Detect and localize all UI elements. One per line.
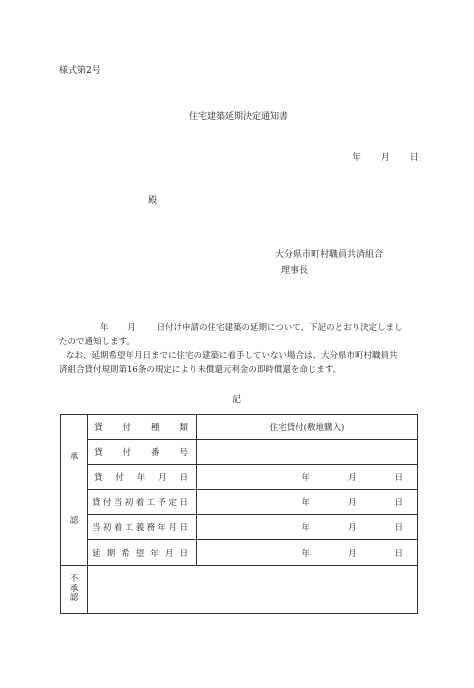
row-label-loan-date: 貸 付 年 月 日 xyxy=(94,473,188,483)
body-month: 月 xyxy=(127,323,136,333)
issuer-role: 理事長 xyxy=(281,266,309,276)
body-para2-line1: なお、延期希望年月日までに住宅の建築に着手していない場合は、大分県市町村職員共 xyxy=(66,351,398,361)
row-label-cell xyxy=(88,415,197,440)
reject-char-2: 承 xyxy=(69,583,79,594)
date-month-label: 月 xyxy=(380,153,390,163)
body-para1-line1 xyxy=(100,321,403,333)
reject-char-3: 認 xyxy=(69,593,79,604)
row-label-loan-number: 貸 付 番 号 xyxy=(94,448,188,458)
row-value-loan-date: 年 月 日 xyxy=(197,465,418,490)
row-label-cell xyxy=(88,540,197,566)
document-title: 住宅建築延期決定通知書 xyxy=(189,112,289,122)
body-para1-line2: たので通知します。 xyxy=(59,337,135,347)
loan-type-value: 住宅貸付(敷地購入) xyxy=(269,423,345,433)
row-value-loan-number xyxy=(197,440,418,465)
row-label-obligation-date: 当 初 着 工 義 務 年 月 日 xyxy=(92,523,188,533)
reject-char-1: 不 xyxy=(69,573,79,584)
row-value-planned-start: 年 月 日 xyxy=(197,490,418,515)
date-year-label: 年 xyxy=(352,153,362,163)
issuer-org: 大分県市町村職員共済組合 xyxy=(275,250,384,260)
row-label-postponement-date: 延 期 希 望 年 月 日 xyxy=(92,548,188,559)
form-number: 様式第2号 xyxy=(59,66,101,76)
row-value-obligation-date: 年 月 日 xyxy=(197,515,418,540)
body-year: 年 xyxy=(100,323,109,333)
date-header xyxy=(352,150,419,163)
addressee-suffix: 殿 xyxy=(148,196,158,206)
approve-cell xyxy=(61,415,88,566)
ki-label: 記 xyxy=(232,395,242,405)
reject-content xyxy=(88,566,418,614)
reject-cell xyxy=(61,566,88,614)
row-value-postponement-date: 年 月 日 xyxy=(197,540,418,566)
approval-table xyxy=(60,414,418,614)
body-rest: 日付け申請の住宅建築の延期について、下記のとおり決定しまし xyxy=(156,323,403,333)
row-label-planned-start: 貸 付 当 初 着 工 予 定 日 xyxy=(92,498,188,508)
approve-char-1: 承 xyxy=(69,452,79,463)
date-day-label: 日 xyxy=(409,153,419,163)
body-para2-line2: 済組合貸付規則第16条の規定により未償還元利金の即時償還を命じます。 xyxy=(59,365,342,375)
row-label-cell xyxy=(88,515,197,540)
row-label-cell xyxy=(88,465,197,490)
row-label-loan-type: 貸 付 種 類 xyxy=(94,423,188,433)
row-value-loan-type xyxy=(197,415,418,440)
row-label-cell xyxy=(88,440,197,465)
approve-char-2: 認 xyxy=(69,516,79,526)
row-label-cell xyxy=(88,490,197,515)
